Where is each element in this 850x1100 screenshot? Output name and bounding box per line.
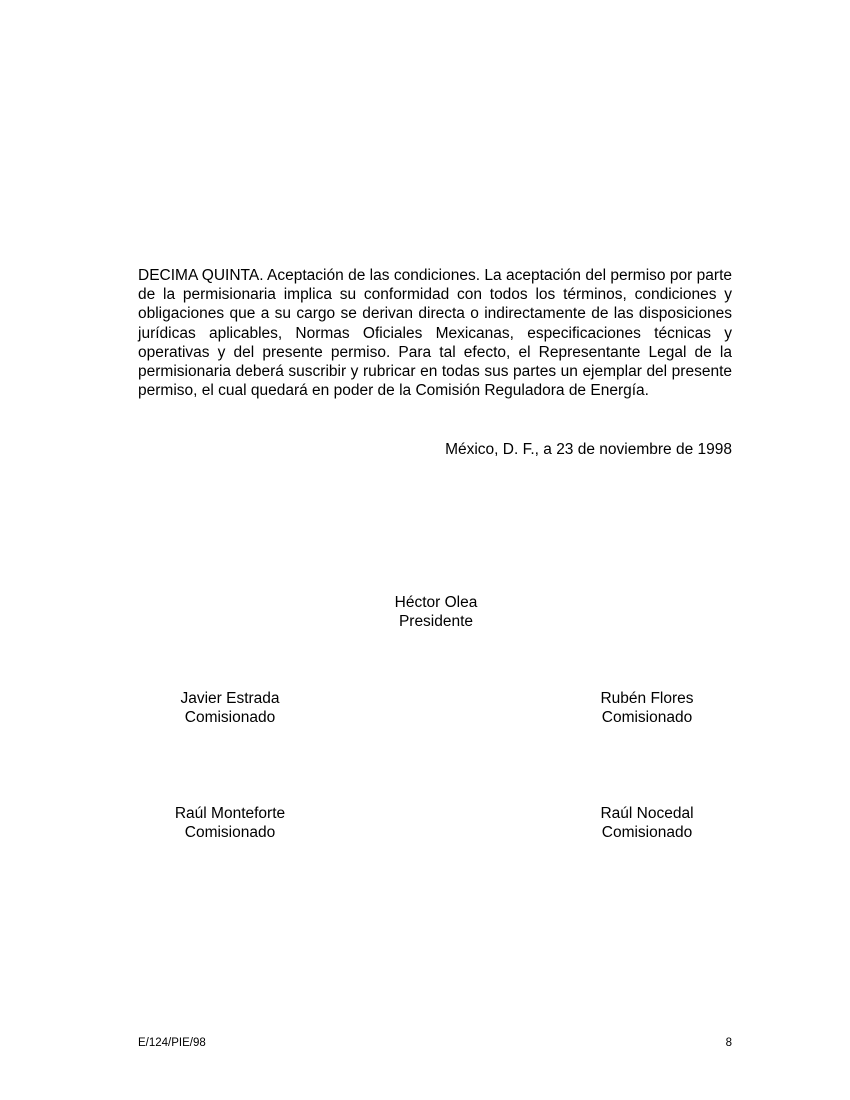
signature-block-monteforte <box>120 804 340 842</box>
signatory-role: Comisionado <box>184 709 276 727</box>
signature-block-president <box>326 593 546 631</box>
signatory-name: Raúl Monteforte <box>174 805 286 822</box>
page-number: 8 <box>725 1037 732 1049</box>
signatory-role: Comisionado <box>601 824 693 842</box>
signatory-role: Comisionado <box>601 709 693 727</box>
signatory-name: Rubén Flores <box>600 690 694 707</box>
signatory-name: Javier Estrada <box>180 690 280 707</box>
signature-block-nocedal <box>537 804 757 842</box>
signatory-role: Comisionado <box>184 824 276 842</box>
signatory-name: Héctor Olea <box>394 594 478 611</box>
place-and-date: México, D. F., a 23 de noviembre de 1998 <box>445 441 732 458</box>
signature-block-flores <box>537 689 757 727</box>
clause-paragraph: DECIMA QUINTA. Aceptación de las condiciones. La aceptación del permiso por parte de la permisionaria implica su conformidad con todos los términos, condiciones y obligaciones que a su cargo se derivan directa o indirectamente de las disposiciones jurídicas aplicables, Normas Oficiales Mexicanas, especificaciones técnicas y operativas y del presente permiso. Para tal efecto, el Representante Legal de la permisionaria deberá suscribir y rubricar en todas sus partes un ejemplar del presente permiso, el cual quedará en poder de la Comisión Reguladora de Energía. <box>138 267 732 400</box>
signatory-name: Raúl Nocedal <box>600 805 694 822</box>
document-reference: E/124/PIE/98 <box>138 1037 206 1049</box>
signatory-role: Presidente <box>398 613 474 631</box>
signature-block-estrada <box>120 689 340 727</box>
